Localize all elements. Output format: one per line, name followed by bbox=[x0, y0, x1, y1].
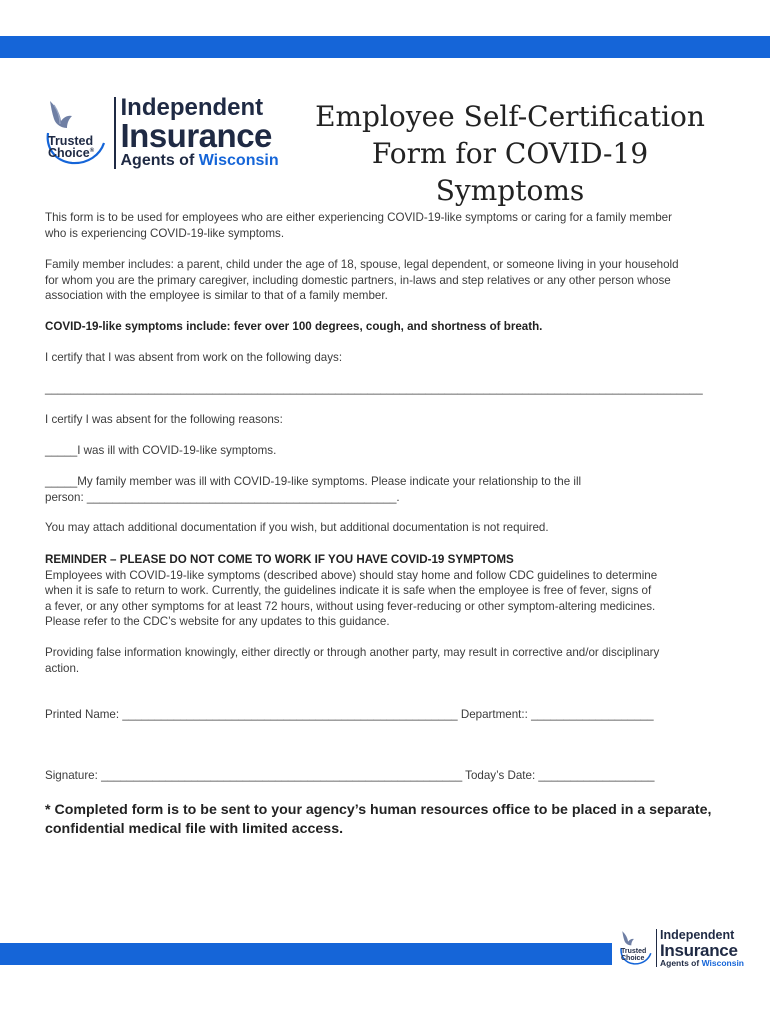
certify-reasons-line: I certify I was absent for the following reasons: bbox=[45, 413, 283, 426]
footer-wordmark-line-1: Independent bbox=[660, 928, 735, 942]
absent-days-field[interactable] bbox=[45, 381, 730, 397]
title-line-1: Employee Self-Certification bbox=[315, 100, 705, 133]
printed-name-department-fields[interactable]: Printed Name: ____________________________________________________ Department:: ___________________ bbox=[45, 708, 654, 721]
badge-registered-mark: ® bbox=[89, 147, 95, 154]
header-color-band bbox=[0, 36, 770, 58]
footer-logo bbox=[618, 929, 744, 967]
symptoms-statement bbox=[45, 319, 730, 335]
footer-wordmark-line-2: Insurance bbox=[660, 940, 738, 960]
reminder-heading: REMINDER – PLEASE DO NOT COME TO WORK IF YOU HAVE COVID-19 SYMPTOMS bbox=[45, 553, 514, 566]
form-title bbox=[300, 98, 720, 209]
reason-family-option[interactable] bbox=[45, 474, 730, 505]
certify-days-line: I certify that I was absent from work on the following days: bbox=[45, 351, 343, 364]
footer-logo-divider bbox=[656, 929, 657, 967]
attachment-note-line: You may attach additional documentation if you wish, but additional documentation is not required. bbox=[45, 521, 549, 534]
false-information-warning bbox=[45, 645, 730, 676]
certify-days-statement bbox=[45, 350, 730, 366]
reminder-section bbox=[45, 552, 730, 630]
intro-line: who is experiencing COVID-19-like symptoms. bbox=[45, 226, 285, 240]
wordmark-line-3 bbox=[121, 153, 279, 169]
signature-date-row[interactable] bbox=[45, 768, 730, 784]
attachment-note bbox=[45, 520, 730, 536]
footer-badge-text bbox=[621, 948, 646, 962]
trusted-choice-badge bbox=[42, 97, 110, 169]
intro-paragraph bbox=[45, 210, 730, 241]
family-definition-paragraph bbox=[45, 257, 730, 304]
wordmark-agents-of: Agents of bbox=[120, 152, 199, 169]
reason-self-line[interactable]: _____I was ill with COVID-19-like symptoms. bbox=[45, 444, 277, 457]
wordmark-line-2: Insurance bbox=[120, 117, 272, 154]
wordmark-line-1: Independent bbox=[120, 94, 264, 121]
intro-line: This form is to be used for employees who are either experiencing COVID-19-like symptoms or caring for a family member bbox=[45, 211, 672, 224]
footer-wordmark-line-3 bbox=[660, 959, 744, 968]
reminder-line: Employees with COVID-19-like symptoms (described above) should stay home and follow CDC guidelines to determine bbox=[45, 568, 658, 582]
logo-divider bbox=[114, 97, 116, 169]
reason-family-line[interactable]: _____My family member was ill with COVID-19-like symptoms. Please indicate your relationship to the ill bbox=[45, 475, 582, 488]
family-definition-line: association with the employee is similar to that of a family member. bbox=[45, 289, 388, 302]
footer-wordmark-agents-of: Agents of bbox=[660, 957, 702, 968]
footer-logo-wordmark bbox=[660, 929, 744, 967]
badge-text bbox=[48, 135, 94, 160]
badge-line-2: Choice bbox=[48, 146, 90, 160]
wordmark-state: Wisconsin bbox=[198, 152, 279, 169]
footer-trusted-choice-badge bbox=[618, 929, 654, 967]
reason-self-option[interactable] bbox=[45, 443, 730, 459]
signature-date-fields[interactable]: Signature: ________________________________________________________ Today’s Date: __________________ bbox=[45, 769, 655, 782]
certify-reasons-statement bbox=[45, 412, 730, 428]
completed-note-line: * Completed form is to be sent to your agency’s human resources office to be placed in a separate, bbox=[45, 802, 712, 818]
reminder-line: when it is safe to return to work. Currently, the guidelines indicate it is safe when the employee is free of fever, signs of bbox=[45, 584, 652, 597]
warning-line: action. bbox=[45, 661, 80, 675]
reminder-line: a fever, or any other symptoms for at least 72 hours, without using fever-reducing or other symptom-altering medicines. bbox=[45, 599, 656, 613]
family-definition-line: Family member includes: a parent, child under the age of 18, spouse, legal dependent, or someone living in your household bbox=[45, 258, 679, 271]
footer-badge-line-1: Trusted bbox=[621, 948, 647, 955]
company-logo bbox=[42, 96, 279, 169]
absent-days-blank[interactable]: ______________________________________________________________________________________________________ bbox=[45, 382, 703, 395]
footer-badge-line-2: Choice bbox=[621, 955, 645, 962]
symptoms-line: COVID-19-like symptoms include: fever over 100 degrees, cough, and shortness of breath. bbox=[45, 320, 543, 333]
relationship-field[interactable]: person: ________________________________________________. bbox=[45, 490, 400, 504]
badge-line-1: Trusted bbox=[48, 133, 94, 148]
completed-form-note bbox=[45, 801, 730, 839]
title-line-2: Form for COVID-19 Symptoms bbox=[371, 137, 649, 207]
completed-note-line: confidential medical file with limited access. bbox=[45, 821, 344, 837]
footer-wordmark-state: Wisconsin bbox=[701, 957, 744, 968]
logo-wordmark bbox=[121, 96, 279, 169]
warning-line: Providing false information knowingly, either directly or through another party, may result in corrective and/or disciplinary bbox=[45, 646, 660, 659]
family-definition-line: for whom you are the primary caregiver, including domestic partners, in-laws and step relatives or any other person whose bbox=[45, 273, 671, 287]
printed-name-department-row[interactable] bbox=[45, 707, 730, 723]
footer-color-band bbox=[0, 943, 612, 965]
reminder-line: Please refer to the CDC’s website for any updates to this guidance. bbox=[45, 615, 390, 628]
